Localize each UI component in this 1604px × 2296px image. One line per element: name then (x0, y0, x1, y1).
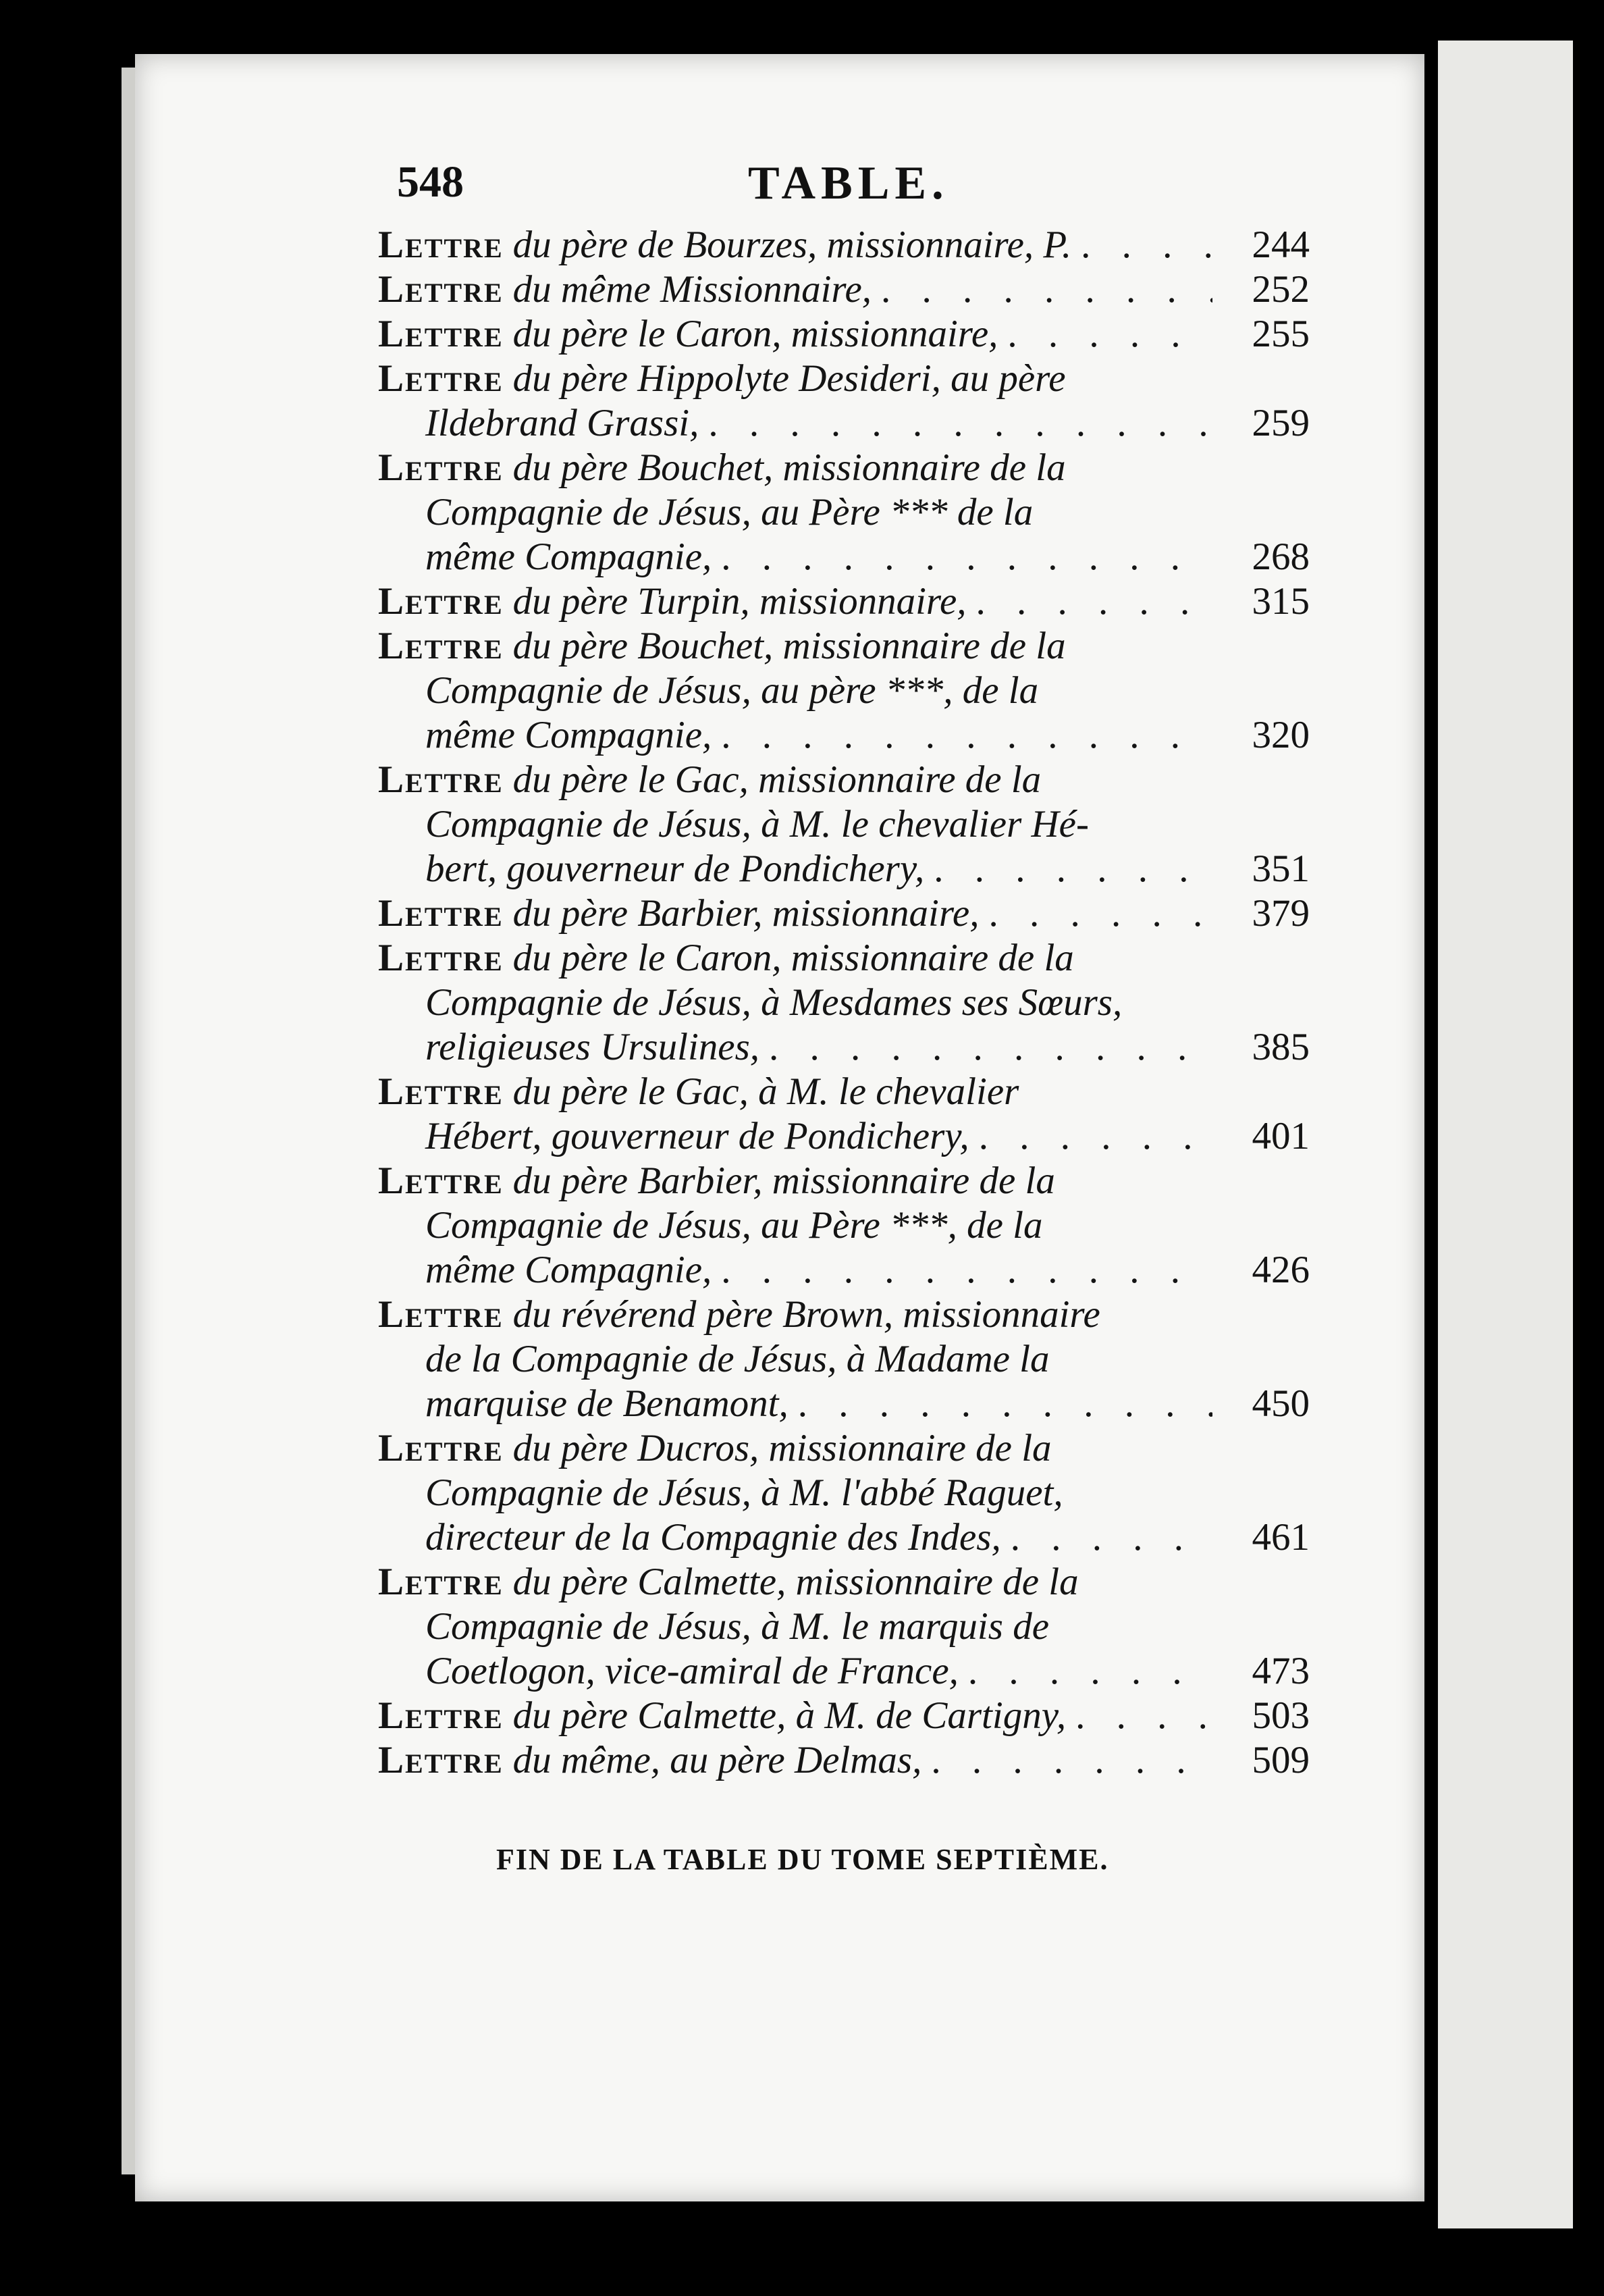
entry-text: Hébert, gouverneur de Pondichery, (425, 1115, 969, 1157)
entry-lead-word: Lettre (378, 1427, 504, 1469)
entry-page-number: 473 (1252, 1650, 1310, 1692)
entry-text: même Compagnie, (425, 1249, 712, 1291)
toc-entry-line (378, 669, 1310, 713)
toc-entry (378, 1738, 1310, 1783)
entry-lead-word: Lettre (378, 313, 504, 355)
entry-text: du révérend père Brown, missionnaire (512, 1293, 1100, 1336)
entry-text: Ildebrand Grassi, (425, 402, 699, 444)
dot-leader (721, 1248, 1212, 1293)
entry-text: religieuses Ursulines, (425, 1026, 760, 1068)
dot-leader (881, 267, 1212, 312)
table-of-contents (378, 223, 1310, 1783)
dot-leader (798, 1382, 1212, 1426)
toc-entry-line (378, 936, 1310, 981)
dot-leader (976, 579, 1212, 624)
end-of-table-note: FIN DE LA TABLE DU TOME SEPTIÈME. (496, 1843, 1109, 1876)
entry-lead-word: Lettre (378, 1561, 504, 1603)
entry-text: Compagnie de Jésus, à M. le marquis de (425, 1605, 1049, 1648)
entry-lead-word: Lettre (378, 1070, 504, 1113)
entry-page-number: 315 (1252, 580, 1310, 623)
toc-entry-line (378, 535, 1310, 579)
entry-lead-word: Lettre (378, 1159, 504, 1202)
toc-entry (378, 357, 1310, 446)
toc-entry (378, 624, 1310, 758)
toc-entry-line (378, 1025, 1310, 1070)
toc-entry (378, 758, 1310, 891)
dot-leader (1007, 312, 1212, 357)
dot-leader (931, 1738, 1212, 1783)
entry-text: même Compagnie, (425, 536, 712, 578)
entry-page-number: 509 (1252, 1739, 1310, 1781)
toc-entry-line (378, 1070, 1310, 1114)
entry-text: marquise de Benamont, (425, 1382, 788, 1425)
entry-lead-word: Lettre (378, 1293, 504, 1336)
entry-page-number: 426 (1252, 1249, 1310, 1291)
toc-entry-line (378, 1515, 1310, 1560)
toc-entry-line (378, 1471, 1310, 1515)
entry-text: du père Barbier, missionnaire de la (512, 1159, 1055, 1202)
entry-text: Coetlogon, vice-amiral de France, (425, 1650, 959, 1692)
entry-page-number: 259 (1252, 402, 1310, 444)
entry-lead-word: Lettre (378, 357, 504, 400)
entry-lead-word: Lettre (378, 268, 504, 311)
page-title: TABLE. (748, 157, 949, 209)
page-header (397, 157, 1288, 217)
entry-text: bert, gouverneur de Pondichery, (425, 847, 925, 890)
toc-entry-line (378, 624, 1310, 669)
toc-entry-line (378, 1248, 1310, 1293)
entry-page-number: 320 (1252, 714, 1310, 756)
entry-text: du père Hippolyte Desideri, au père (512, 357, 1066, 400)
entry-text: du père Barbier, missionnaire, (512, 892, 980, 935)
toc-entry-line (378, 1560, 1310, 1604)
toc-entry (378, 267, 1310, 312)
entry-lead-word: Lettre (378, 937, 504, 979)
toc-entry (378, 223, 1310, 267)
dot-leader (1081, 223, 1212, 267)
dot-leader (721, 713, 1212, 758)
toc-entry-line (378, 1159, 1310, 1203)
dot-leader (988, 891, 1212, 936)
entry-lead-word: Lettre (378, 892, 504, 935)
toc-entry-line (378, 223, 1310, 267)
toc-entry (378, 1694, 1310, 1738)
toc-entry-line (378, 1114, 1310, 1159)
toc-entry (378, 936, 1310, 1070)
toc-entry-line (378, 312, 1310, 357)
toc-entry (378, 1293, 1310, 1426)
entry-page-number: 255 (1252, 313, 1310, 355)
entry-page-number: 379 (1252, 892, 1310, 935)
toc-entry-line (378, 713, 1310, 758)
entry-lead-word: Lettre (378, 1694, 504, 1737)
toc-entry-line (378, 401, 1310, 446)
entry-text: Compagnie de Jésus, au père ***, de la (425, 669, 1039, 712)
toc-entry-line (378, 1293, 1310, 1337)
toc-entry (378, 446, 1310, 579)
entry-text: du père Turpin, missionnaire, (512, 580, 967, 623)
dot-leader (1011, 1515, 1212, 1560)
entry-text: directeur de la Compagnie des Indes, (425, 1516, 1001, 1559)
toc-entry-line (378, 1426, 1310, 1471)
entry-text: du père Calmette, à M. de Cartigny, (512, 1694, 1067, 1737)
entry-text: Compagnie de Jésus, à M. le chevalier Hé- (425, 803, 1089, 845)
toc-entry-line (378, 357, 1310, 401)
entry-page-number: 450 (1252, 1382, 1310, 1425)
toc-entry-line (378, 267, 1310, 312)
toc-entry (378, 1426, 1310, 1560)
dot-leader (934, 847, 1212, 891)
toc-entry-line (378, 579, 1310, 624)
toc-entry-line (378, 1604, 1310, 1649)
entry-page-number: 401 (1252, 1115, 1310, 1157)
entry-lead-word: Lettre (378, 224, 504, 266)
entry-page-number: 252 (1252, 268, 1310, 311)
entry-text: Compagnie de Jésus, au Père ***, de la (425, 1204, 1043, 1247)
toc-entry-line (378, 891, 1310, 936)
entry-text: du père Bouchet, missionnaire de la (512, 625, 1066, 667)
toc-entry-line (378, 490, 1310, 535)
toc-entry-line (378, 1694, 1310, 1738)
toc-entry (378, 579, 1310, 624)
entry-text: du père le Gac, à M. le chevalier (512, 1070, 1019, 1113)
entry-lead-word: Lettre (378, 625, 504, 667)
toc-entry-line (378, 1203, 1310, 1248)
entry-lead-word: Lettre (378, 580, 504, 623)
entry-text: Compagnie de Jésus, au Père *** de la (425, 491, 1034, 533)
toc-entry (378, 891, 1310, 936)
toc-entry-line (378, 446, 1310, 490)
entry-text: Compagnie de Jésus, à Mesdames ses Sœurs, (425, 981, 1123, 1024)
entry-page-number: 503 (1252, 1694, 1310, 1737)
entry-text: du père le Caron, missionnaire de la (512, 937, 1074, 979)
page-number: 548 (397, 157, 464, 207)
dot-leader (721, 535, 1212, 579)
dot-leader (979, 1114, 1212, 1159)
toc-entry (378, 1560, 1310, 1694)
entry-text: du père Bouchet, missionnaire de la (512, 446, 1066, 489)
dot-leader (1075, 1694, 1212, 1738)
entry-page-number: 351 (1252, 847, 1310, 890)
entry-text: du père de Bourzes, missionnaire, P. (512, 224, 1072, 266)
entry-lead-word: Lettre (378, 1739, 504, 1781)
toc-entry (378, 312, 1310, 357)
entry-text: Compagnie de Jésus, à M. l'abbé Raguet, (425, 1471, 1063, 1514)
toc-entry-line (378, 1382, 1310, 1426)
toc-entry-line (378, 981, 1310, 1025)
entry-lead-word: Lettre (378, 758, 504, 801)
entry-text: du même, au père Delmas, (512, 1739, 922, 1781)
entry-text: du père Calmette, missionnaire de la (512, 1561, 1079, 1603)
facing-page-edge (1438, 41, 1573, 2228)
dot-leader (769, 1025, 1212, 1070)
entry-text: même Compagnie, (425, 714, 712, 756)
entry-lead-word: Lettre (378, 446, 504, 489)
toc-entry (378, 1070, 1310, 1159)
dot-leader (968, 1649, 1212, 1694)
dot-leader (708, 401, 1212, 446)
entry-page-number: 385 (1252, 1026, 1310, 1068)
toc-entry-line (378, 847, 1310, 891)
entry-page-number: 268 (1252, 536, 1310, 578)
entry-page-number: 461 (1252, 1516, 1310, 1559)
entry-text: du père le Caron, missionnaire, (512, 313, 998, 355)
toc-entry-line (378, 1649, 1310, 1694)
toc-entry-line (378, 758, 1310, 802)
toc-entry-line (378, 802, 1310, 847)
entry-page-number: 244 (1252, 224, 1310, 266)
entry-text: de la Compagnie de Jésus, à Madame la (425, 1338, 1050, 1380)
entry-text: du même Missionnaire, (512, 268, 872, 311)
toc-entry-line (378, 1738, 1310, 1783)
entry-text: du père Ducros, missionnaire de la (512, 1427, 1052, 1469)
toc-entry (378, 1159, 1310, 1293)
entry-text: du père le Gac, missionnaire de la (512, 758, 1042, 801)
toc-entry-line (378, 1337, 1310, 1382)
